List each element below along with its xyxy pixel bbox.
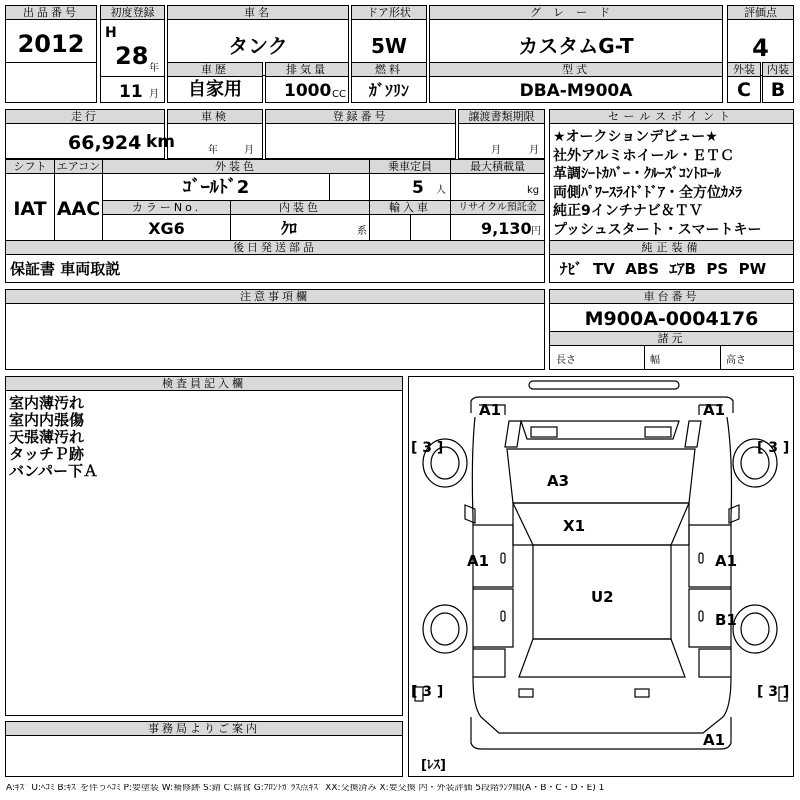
tire-rear-right-shape (733, 605, 777, 653)
registration-number-box (265, 109, 456, 159)
history-box (167, 62, 263, 103)
inspector-notes-list (9, 395, 98, 480)
mark-roof: U2 (591, 588, 614, 606)
kei-unit: 系 (357, 226, 367, 237)
inspection-box (167, 109, 263, 159)
lot-number-value: 2012 (17, 30, 85, 58)
car-name-value: タンク (228, 34, 288, 58)
width-label: 幅 (650, 355, 660, 366)
interior-color-header: 内装色 (231, 201, 369, 215)
recycle-box (450, 200, 545, 241)
first-registration-box (100, 5, 165, 103)
model-box (429, 62, 723, 103)
mark-rear-bumper: A1 (703, 731, 726, 749)
length-label: 長さ (556, 355, 576, 366)
inspector-header: 検査員記入欄 (6, 377, 402, 391)
inspector-note-2: 室内内張傷 (9, 411, 85, 429)
fuel-box (351, 62, 427, 103)
chassis-box (549, 289, 794, 332)
mileage-header: 走行 (6, 110, 164, 124)
tire-rear-left-tread: [ 3 ] (411, 684, 444, 700)
transfer-day-unit: 月 (529, 145, 539, 156)
color-number-header: カラーNo. (103, 201, 230, 215)
car-outline-diagram (409, 377, 793, 776)
aircon-header: エアコン (56, 160, 101, 173)
interior-color-box (230, 200, 370, 241)
km-unit: km (146, 132, 176, 152)
capacity-box (369, 159, 451, 201)
tire-front-left-tread: [ 3 ] (411, 440, 444, 456)
sales-point-header: セールスポイント (550, 110, 793, 124)
exterior-grade-header: 外装 (728, 63, 760, 77)
transfer-month-unit: 月 (491, 145, 501, 156)
inspector-note-3: 天張薄汚れ (9, 428, 85, 446)
front-bumper-body (479, 405, 723, 415)
cc-unit: CC (332, 89, 346, 100)
mileage-value: 66,924 (68, 132, 142, 154)
standard-equipment-header: 純正装備 (550, 241, 793, 255)
office-header: 事務局よりご案内 (6, 722, 402, 736)
aircon-value: AAC (56, 198, 101, 220)
sales-point-4: 両側ﾊﾟﾜｰｽﾗｲﾄﾞﾄﾞｱ・全方位ｶﾒﾗ (553, 184, 742, 201)
score-value: 4 (752, 34, 769, 62)
mark-right-rear-door: B1 (715, 611, 737, 629)
shift-value: IAT (13, 198, 47, 220)
registration-number-header: 登録番号 (266, 110, 455, 124)
door-type-header: ドア形状 (352, 6, 426, 20)
tire-front-right-tread: [ 3 ] (757, 440, 790, 456)
mark-right-front-door: A1 (715, 552, 738, 570)
max-load-box (450, 159, 545, 201)
first-registration-month: 11 (119, 82, 143, 102)
chassis-value: M900A-0004176 (584, 308, 759, 330)
hood-shape (507, 449, 695, 503)
exterior-grade-box (727, 62, 761, 103)
model-value: DBA-M900A (519, 81, 633, 101)
exterior-grade-value: C (737, 79, 751, 101)
first-registration-year: 28 (115, 42, 149, 70)
later-parts-box (5, 240, 545, 283)
tire-rear-left-shape (423, 605, 467, 653)
lot-number-header: 出品番号 (6, 6, 96, 20)
rear-window-shape (519, 639, 685, 677)
max-load-header: 最大積載量 (451, 160, 544, 174)
recycle-value: 9,130 (481, 219, 532, 238)
model-header: 型式 (430, 63, 722, 77)
legend-text: A:ｷｽﾞ U:ﾍｺﾐ B:ｷｽﾞを伴うﾍｺﾐ P:要塗装 W:補修跡 S:錆 C:腐食 G:ﾌﾛﾝﾄｶﾞﾗｽ点ｷｽﾞ XX:交換済み X:要交換 内・外装評価 5段階ﾗﾝｸ順(A・B・C・D・E) 1 (6, 784, 605, 793)
exterior-color-value: ｺﾞｰﾙﾄﾞ2 (182, 177, 250, 198)
later-parts-header: 後日発送部品 (6, 241, 544, 255)
tire-rear-right-tread: [ 3 ] (757, 684, 790, 700)
notes-header: 注意事項欄 (6, 290, 544, 304)
sales-point-1: ★オークションデビュー★ (553, 129, 718, 145)
import-box (369, 200, 451, 241)
mileage-box (5, 109, 176, 159)
year-unit: 年 (149, 63, 159, 74)
inspection-year-unit: 年 (208, 145, 218, 156)
specs-box (549, 331, 794, 370)
inspection-header: 車検 (168, 110, 262, 124)
grade-header: グレード (430, 6, 722, 20)
sales-point-3: 革調ｼｰﾄｶﾊﾞｰ・ｸﾙｰｽﾞｺﾝﾄﾛｰﾙ (553, 166, 721, 182)
door-type-value: 5W (371, 34, 407, 58)
import-header: 輸入車 (370, 201, 450, 215)
color-number-box (102, 200, 231, 241)
inspector-note-4: タッチＰ跡 (9, 445, 85, 463)
yen-unit: 円 (531, 226, 541, 237)
standard-equipment-box (549, 240, 794, 283)
sales-point-2: 社外アルミホイール・ＥＴＣ (553, 147, 735, 164)
lot-number-box (5, 5, 97, 103)
sales-point-5: 純正9インチナビ＆ＴＶ (553, 203, 703, 219)
mark-hood: A3 (547, 472, 570, 490)
inspector-note-1: 室内薄汚れ (9, 394, 85, 412)
history-header: 車歴 (168, 63, 262, 77)
notes-box (5, 289, 545, 370)
capacity-value: 5 (412, 178, 424, 198)
windshield-shape (513, 503, 689, 545)
inspection-month-unit: 月 (244, 145, 254, 156)
displacement-header: 排気量 (266, 63, 348, 77)
body-outline (472, 417, 731, 733)
car-name-header: 車名 (168, 6, 348, 20)
transfer-deadline-header: 譲渡書類期限 (459, 110, 544, 124)
era-mark: H (105, 25, 117, 41)
mark-front-right: A1 (703, 401, 726, 419)
displacement-box (265, 62, 349, 103)
standard-equipment-value: ﾅﾋﾞ TV ABS ｴｱB PS PW (560, 260, 767, 278)
shift-box (5, 159, 55, 241)
history-value: 自家用 (188, 79, 242, 100)
office-box (5, 721, 403, 777)
inspector-note-5: バンパー下Ａ (9, 462, 98, 480)
mark-left-door: A1 (467, 552, 490, 570)
interior-grade-header: 内装 (763, 63, 793, 77)
capacity-header: 乗車定員 (370, 160, 450, 174)
interior-grade-value: B (770, 79, 786, 101)
score-header: 評価点 (728, 6, 793, 20)
height-label: 高さ (726, 355, 746, 366)
person-unit: 人 (436, 185, 446, 196)
car-diagram-box (408, 376, 794, 777)
specs-header: 諸元 (550, 332, 793, 346)
shift-header: シフト (6, 160, 54, 174)
fuel-header: 燃料 (352, 63, 426, 77)
recycle-header: リサイクル預託金 (451, 201, 544, 215)
grade-value: カスタムG-T (518, 34, 634, 58)
transfer-deadline-box (458, 109, 545, 159)
sales-point-box (549, 109, 794, 241)
aircon-box (54, 159, 103, 241)
chassis-header: 車台番号 (550, 290, 793, 304)
front-nose-shape (471, 397, 733, 413)
sales-point-6: プッシュスタート・スマートキー (553, 221, 762, 238)
displacement-value: 1000 (284, 81, 332, 101)
front-bumper-shape (529, 381, 679, 389)
kg-unit: kg (527, 185, 540, 196)
exterior-color-header: 外装色 (103, 160, 369, 174)
inspector-box (5, 376, 403, 716)
mark-windshield: X1 (563, 517, 586, 535)
interior-grade-box (762, 62, 794, 103)
first-registration-header: 初度登録 (101, 6, 164, 20)
spare-tire-label: [ﾚｽ] (421, 758, 446, 773)
fuel-value: ｶﾞｿﾘﾝ (368, 81, 409, 100)
sales-point-list (553, 128, 792, 239)
month-unit: 月 (149, 89, 159, 100)
color-number-value: XG6 (148, 219, 185, 238)
exterior-color-box (102, 159, 370, 201)
mark-front-left: A1 (479, 401, 502, 419)
later-parts-value: 保証書 車両取説 (10, 260, 121, 278)
interior-color-value: ｸﾛ (281, 219, 298, 238)
